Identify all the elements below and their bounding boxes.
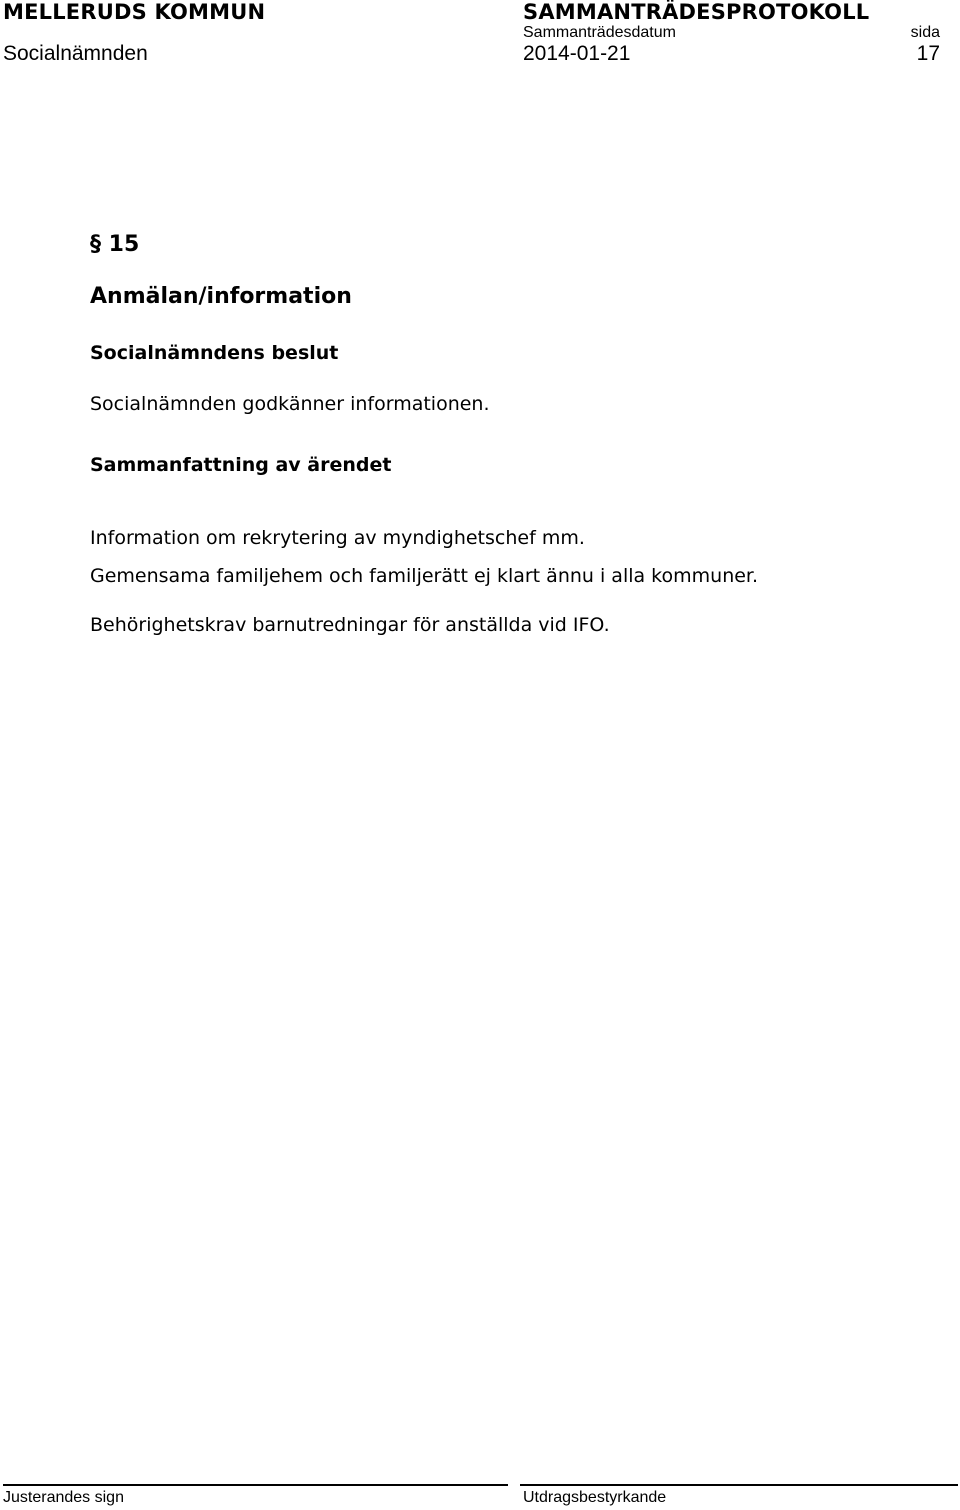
decision-text: Socialnämnden godkänner informationen.: [90, 393, 490, 415]
decision-heading: Socialnämndens beslut: [90, 342, 339, 364]
summary-line: Gemensama familjehem och familjerätt ej klart ännu i alla kommuner.: [90, 565, 759, 587]
organization-name: MELLERUDS KOMMUN: [3, 0, 266, 24]
page-label: sida: [910, 24, 940, 41]
summary-line: Information om rekrytering av myndighetschef mm.: [90, 527, 585, 549]
footer-certification-label: Utdragsbestyrkande: [523, 1489, 667, 1506]
page-number: 17: [916, 42, 940, 65]
footer-signature-label: Justerandes sign: [3, 1489, 124, 1506]
board-name: Socialnämnden: [3, 42, 148, 65]
summary-line: Behörighetskrav barnutredningar för anställda vid IFO.: [90, 614, 610, 636]
footer-divider: [3, 1484, 958, 1486]
document-type: SAMMANTRÄDESPROTOKOLL: [523, 0, 870, 24]
paragraph-number: 15: [108, 232, 140, 257]
meeting-date-label: Sammanträdesdatum: [523, 24, 676, 41]
paragraph-mark: §: [90, 232, 101, 257]
paragraph-heading: [90, 232, 139, 257]
footer-divider-gap: [508, 1482, 520, 1488]
summary-heading: Sammanfattning av ärendet: [90, 454, 392, 476]
section-title: Anmälan/information: [90, 284, 352, 309]
meeting-date: 2014-01-21: [523, 42, 631, 65]
